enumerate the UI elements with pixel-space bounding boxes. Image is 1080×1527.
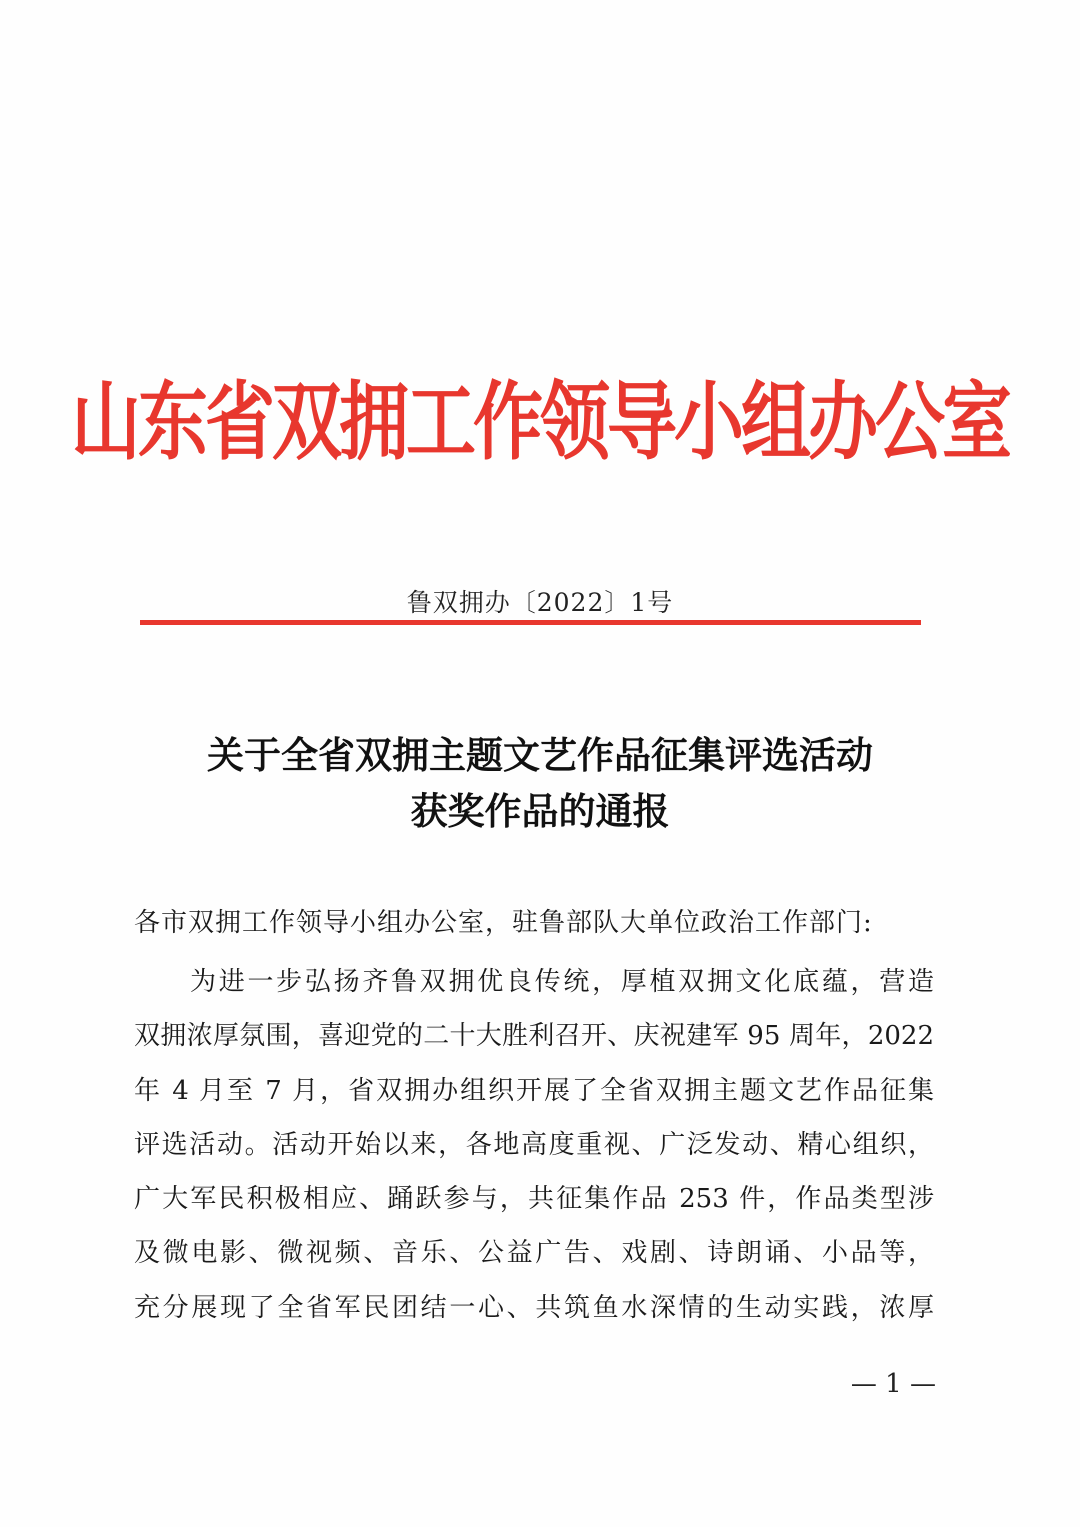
page-number: — 1 — [850, 1369, 936, 1399]
body-line: 为进一步弘扬齐鲁双拥优良传统，厚植双拥文化底蕴，营造 [190, 967, 934, 997]
notice-title-line-2: 获奖作品的通报 [410, 789, 670, 833]
notice-title-line-1: 关于全省双拥主题文艺作品征集评选活动 [207, 733, 873, 777]
notice-title [0, 727, 1080, 839]
body-line: 广大军民积极相应、踊跃参与，共征集作品 253 件，作品类型涉 [134, 1184, 934, 1215]
body-line: 年 4 月至 7 月，省双拥办组织开展了全省双拥主题文艺作品征集 [134, 1075, 934, 1106]
body-line: 及微电影、微视频、音乐、公益广告、戏剧、诗朗诵、小品等， [134, 1238, 934, 1269]
red-divider-line [140, 620, 921, 625]
body-line: 充分展现了全省军民团结一心、共筑鱼水深情的生动实践，浓厚 [134, 1292, 934, 1323]
body-paragraph [134, 955, 934, 1335]
body-line: 评选活动。活动开始以来，各地高度重视、广泛发动、精心组织， [134, 1129, 934, 1160]
salutation: 各市双拥工作领导小组办公室，驻鲁部队大单位政治工作部门: [134, 908, 873, 938]
document-number: 鲁双拥办〔2022〕1号 [406, 588, 674, 617]
body-line: 双拥浓厚氛围，喜迎党的二十大胜利召开、庆祝建军 95 周年，2022 [134, 1021, 934, 1052]
masthead-title: 山东省双拥工作领导小组办公室 [71, 371, 1009, 473]
